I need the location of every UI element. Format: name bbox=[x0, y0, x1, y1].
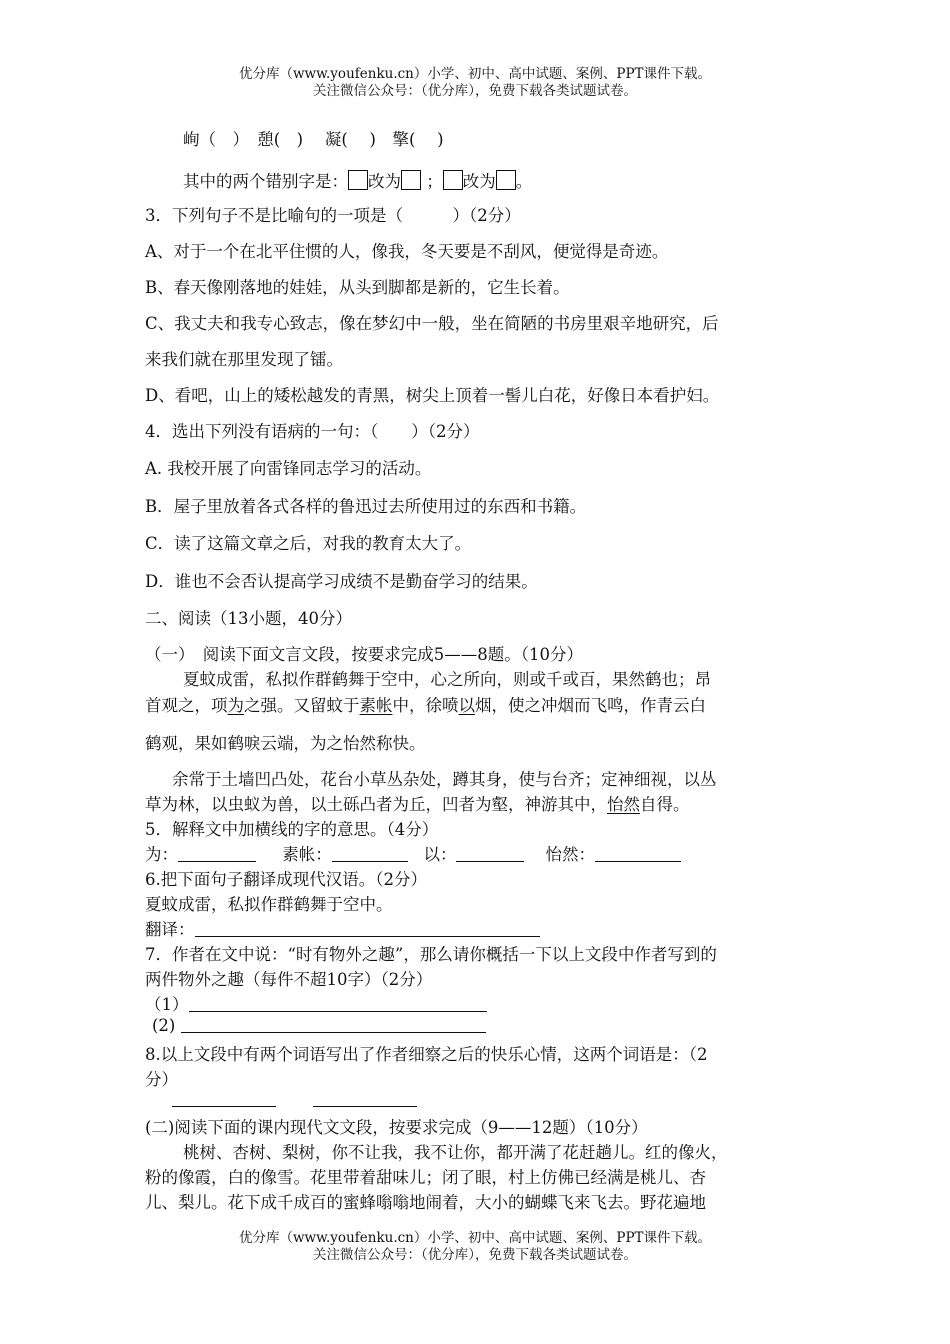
q7-item2-label: (2) bbox=[152, 1016, 176, 1035]
q8-blank-2[interactable] bbox=[313, 1090, 417, 1107]
text-segment: 首观之，项 bbox=[145, 696, 228, 715]
q6-stem: 6.把下面句子翻译成现代汉语。（2分） bbox=[145, 870, 427, 889]
q2-characters-line: 峋（ ） 憩( ) 凝( ) 擎( ) bbox=[183, 130, 444, 149]
q8-answer-line bbox=[172, 1090, 837, 1109]
typo-change-2: 改为 bbox=[462, 172, 496, 191]
q7-item2-line bbox=[152, 1016, 817, 1035]
q5-blank-yi[interactable] bbox=[456, 845, 524, 862]
q6-translation-blank[interactable] bbox=[195, 920, 540, 937]
passage1-line3: 鹤观，果如鹤唳云端，为之怡然称快。 bbox=[145, 734, 426, 753]
typo-box-3[interactable] bbox=[443, 170, 463, 190]
underlined-word-suzhang: 素帐 bbox=[359, 696, 393, 715]
q3-option-c-line2: 来我们就在那里发现了镭。 bbox=[145, 350, 343, 369]
q3-option-c-line1: C、我丈夫和我专心致志，像在梦幻中一般，坐在简陋的书房里艰辛地研究，后 bbox=[145, 314, 719, 333]
q3-stem: 3．下列句子不是比喻句的一项是（ ）（2分） bbox=[145, 206, 521, 225]
passage3-line2: 粉的像霞，白的像雪。花里带着甜味儿；闭了眼，村上仿佛已经满是桃儿、杏 bbox=[145, 1168, 706, 1187]
footer-line-1: 优分库（www.youfenku.cn）小学、初中、高中试题、案例、PPT课件下载。 bbox=[238, 1230, 712, 1246]
header-line-1: 优分库（www.youfenku.cn）小学、初中、高中试题、案例、PPT课件下载。 bbox=[238, 66, 712, 82]
q8-stem-line1: 8.以上文段中有两个词语写出了作者细察之后的快乐心情，这两个词语是：（2 bbox=[145, 1045, 708, 1064]
q6-translation-label: 翻译： bbox=[145, 920, 195, 939]
q3-option-b: B、春天像刚落地的娃娃，从头到脚都是新的，它生长着。 bbox=[145, 278, 570, 297]
q5-label-wei: 为： bbox=[145, 845, 178, 864]
q5-blank-suzhang[interactable] bbox=[332, 845, 408, 862]
q6-sentence: 夏蚊成雷，私拟作群鹤舞于空中。 bbox=[145, 895, 393, 914]
part2-title: 二、阅读（13小题，40分） bbox=[145, 609, 352, 628]
q7-stem-line2: 两件物外之趣（每件不超10字）（2分） bbox=[145, 970, 433, 989]
q8-stem-line2: 分） bbox=[145, 1070, 178, 1089]
q8-blank-1[interactable] bbox=[172, 1090, 276, 1107]
q7-item1-blank[interactable] bbox=[189, 995, 487, 1012]
text-segment: 之强。又留蚊于 bbox=[244, 696, 360, 715]
q4-option-b: B．屋子里放着各式各样的鲁迅过去所使用过的东西和书籍。 bbox=[145, 497, 587, 516]
text-segment: 中，徐喷 bbox=[392, 696, 459, 715]
q3-option-d: D、看吧，山上的矮松越发的青黑，树尖上顶着一髻儿白花，好像日本看护妇。 bbox=[145, 386, 720, 405]
q7-stem-line1: 7．作者在文中说：“时有物外之趣”，那么请你概括一下以上文段中作者写到的 bbox=[145, 945, 717, 964]
text-segment: 草为林，以虫蚁为兽，以土砾凸者为丘，凹者为壑，神游其中， bbox=[145, 795, 607, 814]
q5-label-yi: 以： bbox=[423, 845, 457, 864]
passage1-line1: 夏蚊成雷，私拟作群鹤舞于空中，心之所向，则或千或百，果然鹤也；昂 bbox=[183, 670, 711, 689]
typo-box-4[interactable] bbox=[496, 170, 516, 190]
footer-line-2: 关注微信公众号：（优分库），免费下载各类试题试卷。 bbox=[313, 1247, 637, 1263]
typo-box-1[interactable] bbox=[348, 170, 368, 190]
q4-stem: 4．选出下列没有语病的一句：（ ）（2分） bbox=[145, 422, 480, 441]
typo-prefix: 其中的两个错别字是： bbox=[183, 172, 348, 191]
part2-section1-instruction: （一） 阅读下面文言文段，按要求完成5——8题。（10分） bbox=[145, 645, 583, 664]
passage2-line1: 余常于土墙凹凸处，花台小草丛杂处，蹲其身，使与台齐；定神细视，以丛 bbox=[172, 770, 717, 789]
q2-typo-line bbox=[183, 168, 848, 192]
q7-item1-label: （1） bbox=[145, 995, 189, 1014]
typo-separator: ； bbox=[426, 172, 443, 191]
q5-blank-yiran[interactable] bbox=[595, 845, 681, 862]
typo-box-2[interactable] bbox=[401, 170, 421, 190]
q4-option-a: A. 我校开展了向雷锋同志学习的活动。 bbox=[145, 459, 432, 478]
passage3-line3: 儿、梨儿。花下成千成百的蜜蜂嗡嗡地闹着，大小的蝴蝶飞来飞去。野花遍地 bbox=[145, 1193, 706, 1212]
text-segment: 烟，使之冲烟而飞鸣，作青云白 bbox=[475, 696, 706, 715]
header-line-2: 关注微信公众号：（优分库），免费下载各类试题试卷。 bbox=[313, 83, 637, 99]
passage3-line1: 桃树、杏树、梨树，你不让我，我不让你，都开满了花赶趟儿。红的像火， bbox=[183, 1143, 728, 1162]
q7-item2-blank[interactable] bbox=[181, 1016, 486, 1033]
passage1-line2 bbox=[145, 692, 810, 716]
text-segment: 自得。 bbox=[640, 795, 690, 814]
part2-section2-instruction: (二)阅读下面的课内现代文文段，按要求完成（9——12题）（10分） bbox=[145, 1118, 648, 1137]
page-footer bbox=[0, 1230, 950, 1264]
q4-option-c: C．读了这篇文章之后，对我的教育太大了。 bbox=[145, 534, 472, 553]
q5-label-suzhang: 素帐： bbox=[282, 845, 332, 864]
underlined-word-wei: 为 bbox=[227, 696, 244, 715]
typo-change-1: 改为 bbox=[368, 172, 401, 191]
q3-option-a: A、对于一个在北平住惯的人，像我，冬天要是不刮风，便觉得是奇迹。 bbox=[145, 242, 669, 261]
typo-end: 。 bbox=[515, 172, 533, 191]
q5-blank-wei[interactable] bbox=[178, 845, 256, 862]
passage2-line2 bbox=[145, 791, 810, 815]
q4-option-d: D．谁也不会否认提高学习成绩不是勤奋学习的结果。 bbox=[145, 572, 538, 591]
underlined-word-yi: 以 bbox=[458, 696, 475, 715]
q7-item1-line bbox=[145, 991, 810, 1015]
q5-stem: 5．解释文中加横线的字的意思。（4分） bbox=[145, 820, 439, 839]
q5-blanks-line bbox=[145, 841, 810, 865]
q5-label-yiran: 怡然： bbox=[545, 845, 595, 864]
underlined-word-yiran: 怡然 bbox=[607, 795, 640, 814]
page-header bbox=[0, 66, 950, 100]
q6-translation-line bbox=[145, 916, 810, 940]
